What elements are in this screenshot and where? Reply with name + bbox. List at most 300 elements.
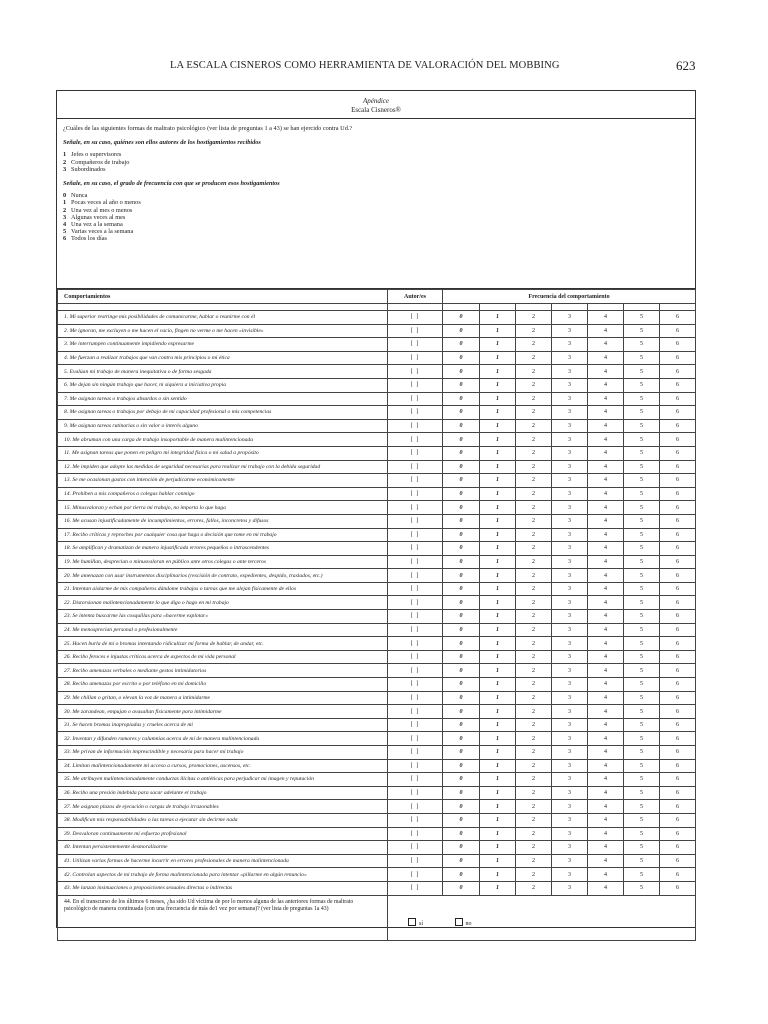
- frequency-option-6[interactable]: 6: [660, 392, 696, 406]
- frequency-option-2[interactable]: 2: [516, 746, 552, 760]
- frequency-option-6[interactable]: 6: [660, 705, 696, 719]
- frequency-option-4[interactable]: 4: [588, 854, 624, 868]
- frequency-option-5[interactable]: 5: [624, 596, 660, 610]
- frequency-option-5[interactable]: 5: [624, 487, 660, 501]
- author-checkbox[interactable]: [ ]: [388, 664, 443, 678]
- frequency-option-1[interactable]: 1: [480, 528, 516, 542]
- frequency-option-3[interactable]: 3: [552, 474, 588, 488]
- author-checkbox[interactable]: [ ]: [388, 813, 443, 827]
- frequency-option-3[interactable]: 3: [552, 664, 588, 678]
- frequency-option-5[interactable]: 5: [624, 841, 660, 855]
- option-no[interactable]: [455, 921, 472, 927]
- frequency-option-4[interactable]: 4: [588, 582, 624, 596]
- frequency-option-1[interactable]: 1: [480, 705, 516, 719]
- frequency-option-3[interactable]: 3: [552, 501, 588, 515]
- frequency-option-0[interactable]: 0: [443, 501, 480, 515]
- frequency-option-5[interactable]: 5: [624, 813, 660, 827]
- frequency-option-3[interactable]: 3: [552, 718, 588, 732]
- frequency-option-4[interactable]: 4: [588, 514, 624, 528]
- frequency-option-2[interactable]: 2: [516, 691, 552, 705]
- frequency-option-3[interactable]: 3: [552, 610, 588, 624]
- frequency-option-0[interactable]: 0: [443, 555, 480, 569]
- frequency-option-4[interactable]: 4: [588, 786, 624, 800]
- frequency-option-0[interactable]: 0: [443, 365, 480, 379]
- author-checkbox[interactable]: [ ]: [388, 786, 443, 800]
- frequency-option-0[interactable]: 0: [443, 542, 480, 556]
- frequency-option-4[interactable]: 4: [588, 433, 624, 447]
- author-checkbox[interactable]: [ ]: [388, 487, 443, 501]
- frequency-option-0[interactable]: 0: [443, 854, 480, 868]
- frequency-option-4[interactable]: 4: [588, 365, 624, 379]
- frequency-option-3[interactable]: 3: [552, 433, 588, 447]
- frequency-option-3[interactable]: 3: [552, 759, 588, 773]
- frequency-option-4[interactable]: 4: [588, 623, 624, 637]
- author-checkbox[interactable]: [ ]: [388, 596, 443, 610]
- frequency-option-4[interactable]: 4: [588, 800, 624, 814]
- frequency-option-4[interactable]: 4: [588, 474, 624, 488]
- author-checkbox[interactable]: [ ]: [388, 311, 443, 325]
- frequency-option-0[interactable]: 0: [443, 392, 480, 406]
- frequency-option-6[interactable]: 6: [660, 338, 696, 352]
- frequency-option-5[interactable]: 5: [624, 582, 660, 596]
- frequency-option-6[interactable]: 6: [660, 528, 696, 542]
- frequency-option-4[interactable]: 4: [588, 406, 624, 420]
- frequency-option-0[interactable]: 0: [443, 868, 480, 882]
- frequency-option-1[interactable]: 1: [480, 732, 516, 746]
- frequency-option-2[interactable]: 2: [516, 664, 552, 678]
- author-checkbox[interactable]: [ ]: [388, 623, 443, 637]
- frequency-option-5[interactable]: 5: [624, 610, 660, 624]
- frequency-option-1[interactable]: 1: [480, 311, 516, 325]
- frequency-option-6[interactable]: 6: [660, 691, 696, 705]
- frequency-option-5[interactable]: 5: [624, 678, 660, 692]
- frequency-option-0[interactable]: 0: [443, 881, 480, 895]
- frequency-option-0[interactable]: 0: [443, 514, 480, 528]
- frequency-option-5[interactable]: 5: [624, 881, 660, 895]
- frequency-option-3[interactable]: 3: [552, 311, 588, 325]
- author-checkbox[interactable]: [ ]: [388, 433, 443, 447]
- frequency-option-2[interactable]: 2: [516, 378, 552, 392]
- frequency-option-5[interactable]: 5: [624, 800, 660, 814]
- frequency-option-1[interactable]: 1: [480, 501, 516, 515]
- frequency-option-0[interactable]: 0: [443, 460, 480, 474]
- frequency-option-3[interactable]: 3: [552, 678, 588, 692]
- frequency-option-0[interactable]: 0: [443, 664, 480, 678]
- frequency-option-3[interactable]: 3: [552, 365, 588, 379]
- frequency-option-3[interactable]: 3: [552, 841, 588, 855]
- frequency-option-5[interactable]: 5: [624, 786, 660, 800]
- frequency-option-6[interactable]: 6: [660, 746, 696, 760]
- author-checkbox[interactable]: [ ]: [388, 746, 443, 760]
- author-checkbox[interactable]: [ ]: [388, 514, 443, 528]
- frequency-option-1[interactable]: 1: [480, 446, 516, 460]
- frequency-option-4[interactable]: 4: [588, 705, 624, 719]
- frequency-option-2[interactable]: 2: [516, 419, 552, 433]
- frequency-option-0[interactable]: 0: [443, 827, 480, 841]
- frequency-option-1[interactable]: 1: [480, 650, 516, 664]
- author-checkbox[interactable]: [ ]: [388, 732, 443, 746]
- frequency-option-0[interactable]: 0: [443, 813, 480, 827]
- frequency-option-2[interactable]: 2: [516, 678, 552, 692]
- frequency-option-3[interactable]: 3: [552, 351, 588, 365]
- frequency-option-5[interactable]: 5: [624, 759, 660, 773]
- frequency-option-4[interactable]: 4: [588, 392, 624, 406]
- frequency-option-5[interactable]: 5: [624, 419, 660, 433]
- frequency-option-0[interactable]: 0: [443, 759, 480, 773]
- frequency-option-1[interactable]: 1: [480, 868, 516, 882]
- frequency-option-4[interactable]: 4: [588, 650, 624, 664]
- frequency-option-4[interactable]: 4: [588, 773, 624, 787]
- author-checkbox[interactable]: [ ]: [388, 446, 443, 460]
- frequency-option-6[interactable]: 6: [660, 773, 696, 787]
- frequency-option-6[interactable]: 6: [660, 555, 696, 569]
- frequency-option-2[interactable]: 2: [516, 406, 552, 420]
- frequency-option-3[interactable]: 3: [552, 623, 588, 637]
- frequency-option-5[interactable]: 5: [624, 311, 660, 325]
- frequency-option-4[interactable]: 4: [588, 528, 624, 542]
- frequency-option-2[interactable]: 2: [516, 569, 552, 583]
- frequency-option-5[interactable]: 5: [624, 827, 660, 841]
- frequency-option-5[interactable]: 5: [624, 392, 660, 406]
- frequency-option-3[interactable]: 3: [552, 324, 588, 338]
- frequency-option-2[interactable]: 2: [516, 446, 552, 460]
- frequency-option-6[interactable]: 6: [660, 637, 696, 651]
- frequency-option-5[interactable]: 5: [624, 746, 660, 760]
- frequency-option-3[interactable]: 3: [552, 854, 588, 868]
- frequency-option-3[interactable]: 3: [552, 446, 588, 460]
- frequency-option-5[interactable]: 5: [624, 433, 660, 447]
- frequency-option-6[interactable]: 6: [660, 501, 696, 515]
- frequency-option-3[interactable]: 3: [552, 542, 588, 556]
- frequency-option-2[interactable]: 2: [516, 460, 552, 474]
- frequency-option-4[interactable]: 4: [588, 732, 624, 746]
- author-checkbox[interactable]: [ ]: [388, 800, 443, 814]
- frequency-option-6[interactable]: 6: [660, 419, 696, 433]
- frequency-option-1[interactable]: 1: [480, 406, 516, 420]
- frequency-option-3[interactable]: 3: [552, 406, 588, 420]
- author-checkbox[interactable]: [ ]: [388, 351, 443, 365]
- frequency-option-1[interactable]: 1: [480, 433, 516, 447]
- author-checkbox[interactable]: [ ]: [388, 827, 443, 841]
- frequency-option-0[interactable]: 0: [443, 705, 480, 719]
- frequency-option-5[interactable]: 5: [624, 637, 660, 651]
- frequency-option-1[interactable]: 1: [480, 691, 516, 705]
- frequency-option-2[interactable]: 2: [516, 868, 552, 882]
- author-checkbox[interactable]: [ ]: [388, 365, 443, 379]
- frequency-option-0[interactable]: 0: [443, 351, 480, 365]
- frequency-option-3[interactable]: 3: [552, 691, 588, 705]
- frequency-option-2[interactable]: 2: [516, 759, 552, 773]
- frequency-option-2[interactable]: 2: [516, 813, 552, 827]
- frequency-option-6[interactable]: 6: [660, 827, 696, 841]
- frequency-option-2[interactable]: 2: [516, 881, 552, 895]
- frequency-option-0[interactable]: 0: [443, 596, 480, 610]
- frequency-option-0[interactable]: 0: [443, 800, 480, 814]
- frequency-option-1[interactable]: 1: [480, 841, 516, 855]
- frequency-option-6[interactable]: 6: [660, 433, 696, 447]
- frequency-option-6[interactable]: 6: [660, 623, 696, 637]
- frequency-option-6[interactable]: 6: [660, 351, 696, 365]
- frequency-option-4[interactable]: 4: [588, 881, 624, 895]
- frequency-option-1[interactable]: 1: [480, 637, 516, 651]
- frequency-option-3[interactable]: 3: [552, 569, 588, 583]
- frequency-option-0[interactable]: 0: [443, 582, 480, 596]
- frequency-option-4[interactable]: 4: [588, 460, 624, 474]
- frequency-option-1[interactable]: 1: [480, 786, 516, 800]
- frequency-option-4[interactable]: 4: [588, 542, 624, 556]
- frequency-option-6[interactable]: 6: [660, 542, 696, 556]
- frequency-option-4[interactable]: 4: [588, 841, 624, 855]
- frequency-option-1[interactable]: 1: [480, 623, 516, 637]
- frequency-option-0[interactable]: 0: [443, 841, 480, 855]
- author-checkbox[interactable]: [ ]: [388, 881, 443, 895]
- frequency-option-1[interactable]: 1: [480, 759, 516, 773]
- frequency-option-5[interactable]: 5: [624, 351, 660, 365]
- frequency-option-1[interactable]: 1: [480, 392, 516, 406]
- frequency-option-6[interactable]: 6: [660, 406, 696, 420]
- frequency-option-5[interactable]: 5: [624, 569, 660, 583]
- frequency-option-5[interactable]: 5: [624, 474, 660, 488]
- author-checkbox[interactable]: [ ]: [388, 705, 443, 719]
- frequency-option-0[interactable]: 0: [443, 732, 480, 746]
- frequency-option-5[interactable]: 5: [624, 623, 660, 637]
- frequency-option-1[interactable]: 1: [480, 664, 516, 678]
- frequency-option-2[interactable]: 2: [516, 528, 552, 542]
- frequency-option-4[interactable]: 4: [588, 691, 624, 705]
- frequency-option-5[interactable]: 5: [624, 365, 660, 379]
- frequency-option-3[interactable]: 3: [552, 555, 588, 569]
- frequency-option-6[interactable]: 6: [660, 841, 696, 855]
- frequency-option-4[interactable]: 4: [588, 351, 624, 365]
- frequency-option-2[interactable]: 2: [516, 650, 552, 664]
- option-yes[interactable]: [408, 921, 423, 927]
- frequency-option-2[interactable]: 2: [516, 773, 552, 787]
- frequency-option-5[interactable]: 5: [624, 691, 660, 705]
- frequency-option-2[interactable]: 2: [516, 827, 552, 841]
- frequency-option-4[interactable]: 4: [588, 664, 624, 678]
- frequency-option-3[interactable]: 3: [552, 596, 588, 610]
- frequency-option-1[interactable]: 1: [480, 514, 516, 528]
- frequency-option-1[interactable]: 1: [480, 746, 516, 760]
- frequency-option-1[interactable]: 1: [480, 365, 516, 379]
- frequency-option-4[interactable]: 4: [588, 678, 624, 692]
- frequency-option-2[interactable]: 2: [516, 542, 552, 556]
- frequency-option-6[interactable]: 6: [660, 759, 696, 773]
- frequency-option-0[interactable]: 0: [443, 773, 480, 787]
- frequency-option-0[interactable]: 0: [443, 446, 480, 460]
- frequency-option-2[interactable]: 2: [516, 514, 552, 528]
- frequency-option-6[interactable]: 6: [660, 474, 696, 488]
- frequency-option-3[interactable]: 3: [552, 650, 588, 664]
- frequency-option-6[interactable]: 6: [660, 514, 696, 528]
- author-checkbox[interactable]: [ ]: [388, 582, 443, 596]
- frequency-option-2[interactable]: 2: [516, 841, 552, 855]
- frequency-option-3[interactable]: 3: [552, 773, 588, 787]
- frequency-option-5[interactable]: 5: [624, 555, 660, 569]
- frequency-option-2[interactable]: 2: [516, 501, 552, 515]
- frequency-option-5[interactable]: 5: [624, 528, 660, 542]
- frequency-option-3[interactable]: 3: [552, 800, 588, 814]
- author-checkbox[interactable]: [ ]: [388, 718, 443, 732]
- frequency-option-4[interactable]: 4: [588, 718, 624, 732]
- frequency-option-5[interactable]: 5: [624, 460, 660, 474]
- frequency-option-2[interactable]: 2: [516, 311, 552, 325]
- frequency-option-4[interactable]: 4: [588, 446, 624, 460]
- frequency-option-1[interactable]: 1: [480, 474, 516, 488]
- frequency-option-2[interactable]: 2: [516, 718, 552, 732]
- yes-checkbox[interactable]: [408, 918, 416, 926]
- frequency-option-4[interactable]: 4: [588, 311, 624, 325]
- frequency-option-0[interactable]: 0: [443, 528, 480, 542]
- frequency-option-1[interactable]: 1: [480, 487, 516, 501]
- frequency-option-6[interactable]: 6: [660, 460, 696, 474]
- frequency-option-2[interactable]: 2: [516, 705, 552, 719]
- author-checkbox[interactable]: [ ]: [388, 528, 443, 542]
- frequency-option-0[interactable]: 0: [443, 746, 480, 760]
- frequency-option-3[interactable]: 3: [552, 786, 588, 800]
- frequency-option-1[interactable]: 1: [480, 678, 516, 692]
- author-checkbox[interactable]: [ ]: [388, 637, 443, 651]
- frequency-option-6[interactable]: 6: [660, 718, 696, 732]
- frequency-option-2[interactable]: 2: [516, 637, 552, 651]
- frequency-option-0[interactable]: 0: [443, 419, 480, 433]
- author-checkbox[interactable]: [ ]: [388, 650, 443, 664]
- frequency-option-6[interactable]: 6: [660, 311, 696, 325]
- frequency-option-4[interactable]: 4: [588, 596, 624, 610]
- frequency-option-3[interactable]: 3: [552, 705, 588, 719]
- frequency-option-2[interactable]: 2: [516, 324, 552, 338]
- author-checkbox[interactable]: [ ]: [388, 759, 443, 773]
- author-checkbox[interactable]: [ ]: [388, 378, 443, 392]
- frequency-option-3[interactable]: 3: [552, 637, 588, 651]
- frequency-option-3[interactable]: 3: [552, 528, 588, 542]
- frequency-option-1[interactable]: 1: [480, 773, 516, 787]
- frequency-option-4[interactable]: 4: [588, 827, 624, 841]
- frequency-option-3[interactable]: 3: [552, 392, 588, 406]
- frequency-option-2[interactable]: 2: [516, 732, 552, 746]
- frequency-option-2[interactable]: 2: [516, 433, 552, 447]
- frequency-option-3[interactable]: 3: [552, 868, 588, 882]
- frequency-option-0[interactable]: 0: [443, 406, 480, 420]
- frequency-option-3[interactable]: 3: [552, 746, 588, 760]
- frequency-option-5[interactable]: 5: [624, 446, 660, 460]
- frequency-option-3[interactable]: 3: [552, 338, 588, 352]
- author-checkbox[interactable]: [ ]: [388, 501, 443, 515]
- frequency-option-6[interactable]: 6: [660, 487, 696, 501]
- frequency-option-5[interactable]: 5: [624, 514, 660, 528]
- frequency-option-4[interactable]: 4: [588, 746, 624, 760]
- frequency-option-1[interactable]: 1: [480, 419, 516, 433]
- frequency-option-2[interactable]: 2: [516, 623, 552, 637]
- frequency-option-1[interactable]: 1: [480, 378, 516, 392]
- frequency-option-4[interactable]: 4: [588, 813, 624, 827]
- author-checkbox[interactable]: [ ]: [388, 338, 443, 352]
- frequency-option-4[interactable]: 4: [588, 501, 624, 515]
- frequency-option-6[interactable]: 6: [660, 854, 696, 868]
- frequency-option-6[interactable]: 6: [660, 881, 696, 895]
- frequency-option-5[interactable]: 5: [624, 378, 660, 392]
- frequency-option-3[interactable]: 3: [552, 487, 588, 501]
- frequency-option-4[interactable]: 4: [588, 419, 624, 433]
- frequency-option-3[interactable]: 3: [552, 582, 588, 596]
- author-checkbox[interactable]: [ ]: [388, 324, 443, 338]
- frequency-option-6[interactable]: 6: [660, 446, 696, 460]
- frequency-option-6[interactable]: 6: [660, 868, 696, 882]
- frequency-option-1[interactable]: 1: [480, 718, 516, 732]
- frequency-option-5[interactable]: 5: [624, 501, 660, 515]
- frequency-option-2[interactable]: 2: [516, 487, 552, 501]
- frequency-option-5[interactable]: 5: [624, 650, 660, 664]
- frequency-option-6[interactable]: 6: [660, 732, 696, 746]
- no-checkbox[interactable]: [455, 918, 463, 926]
- author-checkbox[interactable]: [ ]: [388, 406, 443, 420]
- frequency-option-1[interactable]: 1: [480, 351, 516, 365]
- frequency-option-3[interactable]: 3: [552, 881, 588, 895]
- frequency-option-1[interactable]: 1: [480, 460, 516, 474]
- frequency-option-0[interactable]: 0: [443, 678, 480, 692]
- author-checkbox[interactable]: [ ]: [388, 610, 443, 624]
- frequency-option-0[interactable]: 0: [443, 637, 480, 651]
- frequency-option-6[interactable]: 6: [660, 596, 696, 610]
- frequency-option-1[interactable]: 1: [480, 555, 516, 569]
- frequency-option-5[interactable]: 5: [624, 854, 660, 868]
- author-checkbox[interactable]: [ ]: [388, 555, 443, 569]
- frequency-option-0[interactable]: 0: [443, 487, 480, 501]
- frequency-option-1[interactable]: 1: [480, 338, 516, 352]
- author-checkbox[interactable]: [ ]: [388, 542, 443, 556]
- frequency-option-6[interactable]: 6: [660, 378, 696, 392]
- frequency-option-6[interactable]: 6: [660, 365, 696, 379]
- frequency-option-4[interactable]: 4: [588, 555, 624, 569]
- frequency-option-4[interactable]: 4: [588, 759, 624, 773]
- author-checkbox[interactable]: [ ]: [388, 460, 443, 474]
- frequency-option-0[interactable]: 0: [443, 378, 480, 392]
- author-checkbox[interactable]: [ ]: [388, 419, 443, 433]
- frequency-option-2[interactable]: 2: [516, 582, 552, 596]
- frequency-option-0[interactable]: 0: [443, 623, 480, 637]
- frequency-option-1[interactable]: 1: [480, 324, 516, 338]
- frequency-option-5[interactable]: 5: [624, 324, 660, 338]
- frequency-option-2[interactable]: 2: [516, 610, 552, 624]
- author-checkbox[interactable]: [ ]: [388, 678, 443, 692]
- frequency-option-0[interactable]: 0: [443, 338, 480, 352]
- frequency-option-3[interactable]: 3: [552, 514, 588, 528]
- frequency-option-6[interactable]: 6: [660, 650, 696, 664]
- frequency-option-1[interactable]: 1: [480, 881, 516, 895]
- frequency-option-0[interactable]: 0: [443, 311, 480, 325]
- frequency-option-6[interactable]: 6: [660, 800, 696, 814]
- frequency-option-5[interactable]: 5: [624, 406, 660, 420]
- frequency-option-0[interactable]: 0: [443, 610, 480, 624]
- frequency-option-4[interactable]: 4: [588, 610, 624, 624]
- frequency-option-5[interactable]: 5: [624, 732, 660, 746]
- frequency-option-2[interactable]: 2: [516, 800, 552, 814]
- author-checkbox[interactable]: [ ]: [388, 868, 443, 882]
- author-checkbox[interactable]: [ ]: [388, 691, 443, 705]
- frequency-option-3[interactable]: 3: [552, 419, 588, 433]
- frequency-option-2[interactable]: 2: [516, 365, 552, 379]
- frequency-option-2[interactable]: 2: [516, 854, 552, 868]
- frequency-option-1[interactable]: 1: [480, 800, 516, 814]
- frequency-option-2[interactable]: 2: [516, 474, 552, 488]
- frequency-option-6[interactable]: 6: [660, 813, 696, 827]
- frequency-option-5[interactable]: 5: [624, 542, 660, 556]
- frequency-option-2[interactable]: 2: [516, 596, 552, 610]
- frequency-option-1[interactable]: 1: [480, 582, 516, 596]
- frequency-option-6[interactable]: 6: [660, 786, 696, 800]
- author-checkbox[interactable]: [ ]: [388, 392, 443, 406]
- frequency-option-4[interactable]: 4: [588, 487, 624, 501]
